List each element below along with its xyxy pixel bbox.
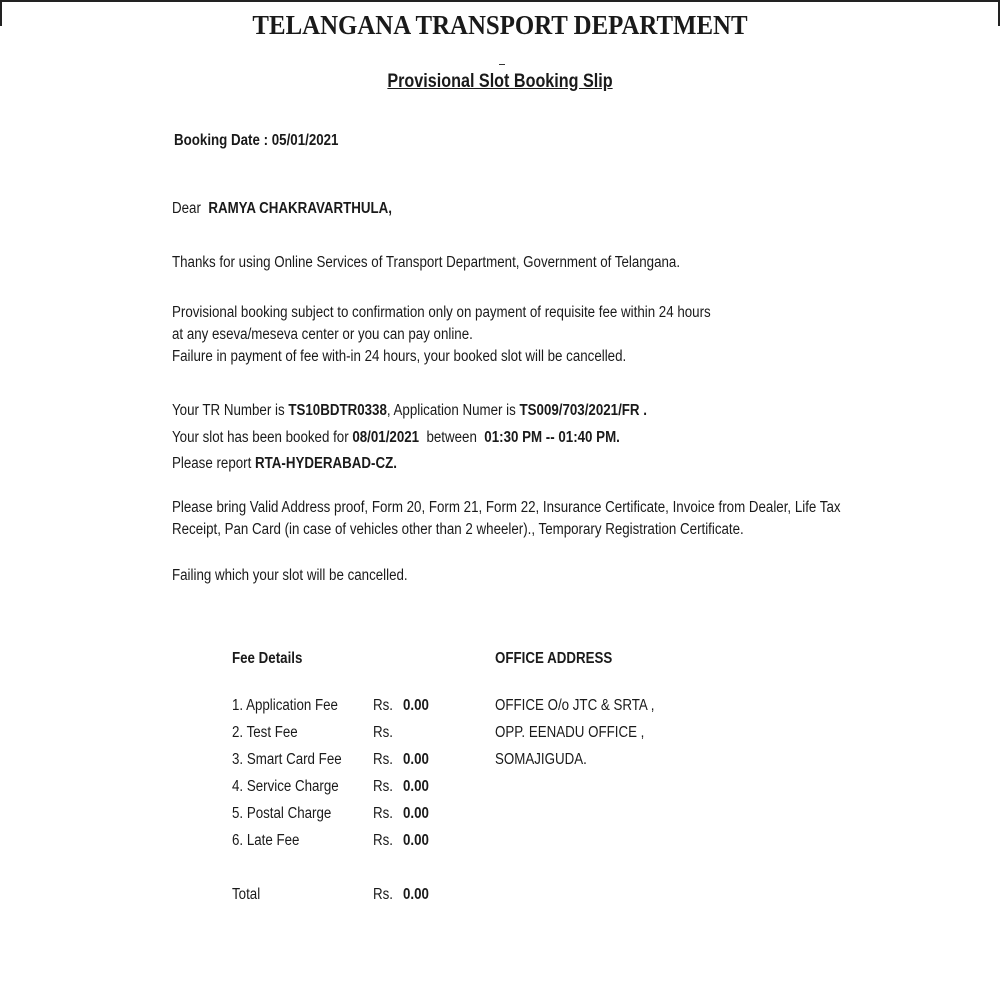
fee-currency: Rs.: [373, 805, 393, 822]
fee-currency: Rs.: [373, 832, 393, 849]
slot-between: between: [426, 429, 477, 446]
fee-item-value: 0.00: [403, 778, 429, 795]
app-prefix: , Application Numer is: [386, 402, 516, 419]
fee-currency: Rs.: [373, 697, 393, 714]
fee-item-value: 0.00: [403, 805, 429, 822]
slot-prefix: Your slot has been booked for: [172, 429, 349, 446]
left-border: [0, 0, 2, 26]
provisional-line-2: at any eseva/meseva center or you can pay online.: [172, 326, 473, 343]
fee-currency: Rs.: [373, 751, 393, 768]
office-heading: OFFICE ADDRESS: [495, 650, 613, 667]
page-title: TELANGANA TRANSPORT DEPARTMENT: [252, 10, 748, 40]
tr-prefix: Your TR Number is: [172, 402, 285, 419]
greeting-prefix: Dear: [172, 200, 201, 217]
fee-item-label: 4. Service Charge: [232, 778, 339, 795]
fee-item-label: 5. Postal Charge: [232, 805, 332, 822]
fee-heading: Fee Details: [232, 650, 303, 667]
page-subtitle: Provisional Slot Booking Slip: [387, 71, 613, 92]
thanks-text: Thanks for using Online Services of Transport Department, Government of Telangana.: [172, 254, 681, 271]
bring-line-2: Receipt, Pan Card (in case of vehicles other than 2 wheeler)., Temporary Registration Certificate.: [172, 521, 744, 538]
failing-text: Failing which your slot will be cancelled.: [172, 567, 408, 584]
report-line: [172, 453, 397, 475]
fee-currency: Rs.: [373, 778, 393, 795]
top-border: [0, 0, 1000, 2]
office-address-line: OFFICE O/o JTC & SRTA ,: [495, 697, 655, 714]
office-address-line: SOMAJIGUDA.: [495, 751, 587, 768]
fee-currency: Rs.: [373, 724, 393, 741]
office-address-line: OPP. EENADU OFFICE ,: [495, 724, 645, 741]
fee-item-label: 3. Smart Card Fee: [232, 751, 342, 768]
report-prefix: Please report: [172, 455, 252, 472]
fee-item-value: 0.00: [403, 697, 429, 714]
fee-item-label: 1. Application Fee: [232, 697, 338, 714]
application-number: TS009/703/2021/FR .: [519, 402, 647, 419]
slot-line: [172, 427, 620, 449]
decorative-dash: [499, 64, 505, 65]
provisional-line-3: Failure in payment of fee with-in 24 hours, your booked slot will be cancelled.: [172, 348, 627, 365]
greeting: [172, 198, 392, 220]
bring-line-1: Please bring Valid Address proof, Form 20, Form 21, Form 22, Insurance Certificate, Invoice from Dealer, Life Tax: [172, 499, 841, 516]
fee-total-value: 0.00: [403, 886, 429, 903]
slot-date: 08/01/2021: [352, 429, 420, 446]
recipient-name: RAMYA CHAKRAVARTHULA,: [208, 200, 392, 217]
fee-currency: Rs.: [373, 886, 393, 903]
fee-item-value: 0.00: [403, 751, 429, 768]
tr-number-line: [172, 400, 647, 422]
fee-item-value: 0.00: [403, 832, 429, 849]
provisional-line-1: Provisional booking subject to confirmation only on payment of requisite fee within 24 hours: [172, 304, 711, 321]
report-office: RTA-HYDERABAD-CZ.: [255, 455, 397, 472]
tr-number: TS10BDTR0338: [288, 402, 387, 419]
fee-item-label: 2. Test Fee: [232, 724, 298, 741]
fee-total-label: Total: [232, 886, 261, 903]
slot-time: 01:30 PM -- 01:40 PM.: [484, 429, 620, 446]
fee-item-label: 6. Late Fee: [232, 832, 300, 849]
booking-date: Booking Date : 05/01/2021: [174, 132, 339, 149]
